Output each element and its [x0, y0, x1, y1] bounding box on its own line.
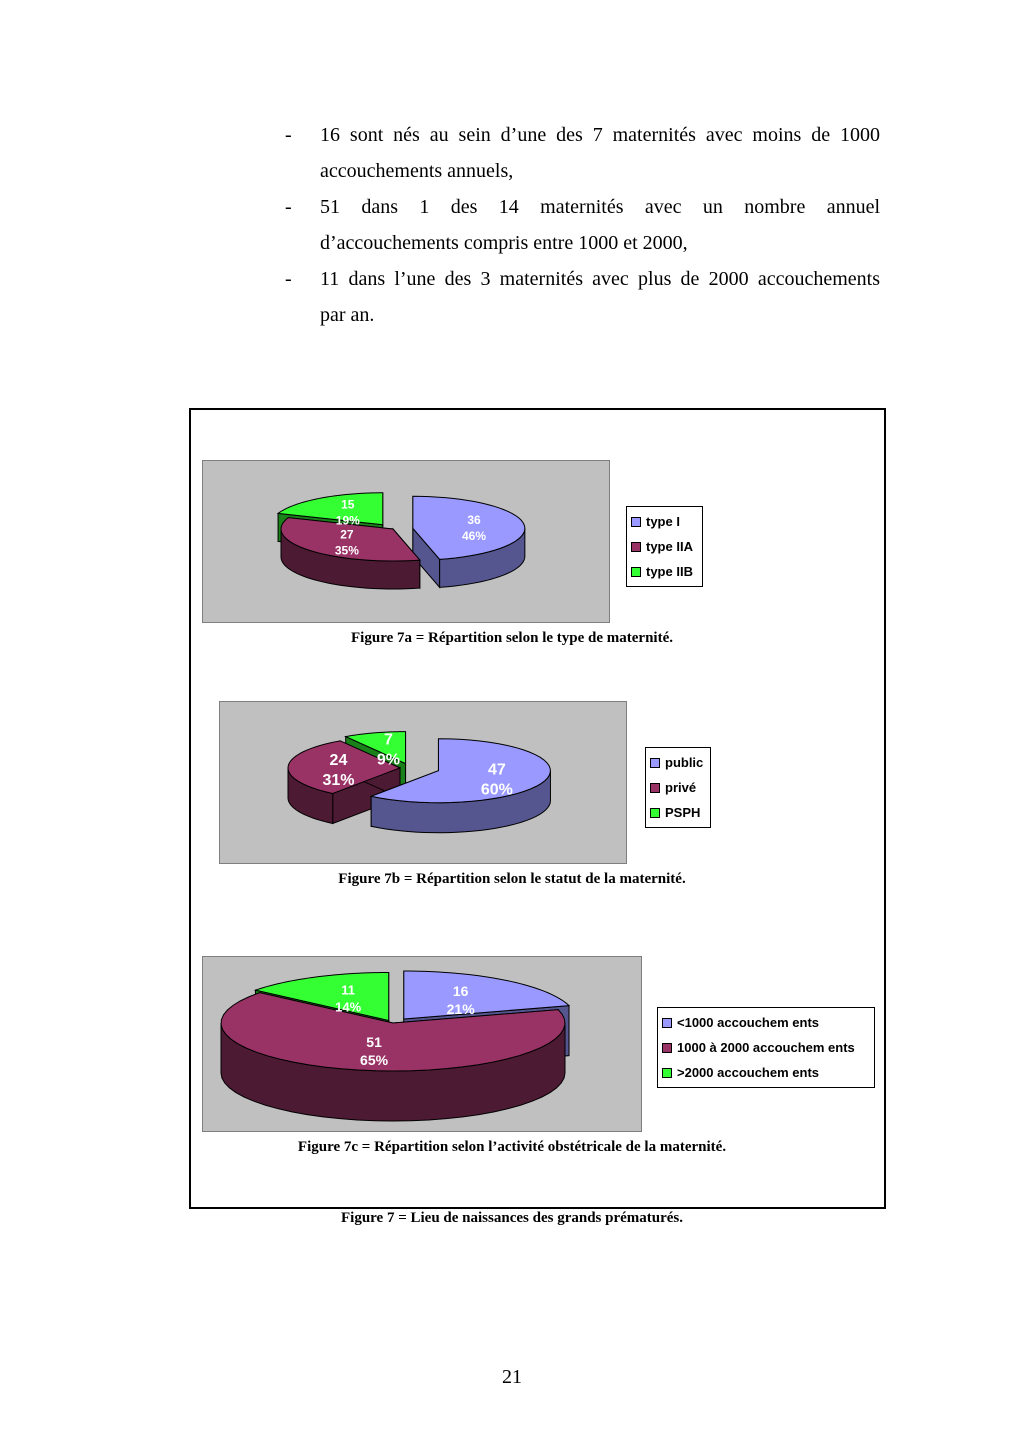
- bullet-dash: -: [285, 196, 292, 218]
- legend-label: >2000 accouchem ents: [677, 1065, 819, 1080]
- legend-label: PSPH: [665, 805, 701, 820]
- legend-label: type I: [646, 514, 680, 529]
- bullet-dash: -: [285, 124, 292, 146]
- bullet-item: [285, 117, 880, 189]
- data-label-value: 11: [341, 982, 356, 998]
- legend-item: [631, 534, 698, 559]
- data-label-value: 16: [452, 982, 469, 999]
- bullet-text: [320, 117, 880, 189]
- legend-item: [650, 775, 706, 800]
- legend-swatch: [662, 1043, 672, 1053]
- data-label-value: 7: [383, 731, 393, 749]
- data-label-percent: 31%: [322, 772, 355, 790]
- bullet-line: 16 sont nés au sein d’une des 7 maternités avec moins de 1000: [320, 124, 880, 146]
- data-label-percent: 14%: [335, 999, 362, 1015]
- chart-7c-legend: [657, 1007, 875, 1088]
- bullet-dash: -: [285, 268, 292, 290]
- bullet-item: [285, 261, 880, 333]
- chart-7c-svg: [203, 957, 641, 1131]
- legend-item: [662, 1010, 870, 1035]
- figure-7b-caption: Figure 7b = Répartition selon le statut de la maternité.: [338, 871, 686, 887]
- bullet-line: 51 dans 1 des 14 maternités avec un nombre annuel: [320, 196, 880, 218]
- legend-label: type IIA: [646, 539, 693, 554]
- legend-item: [650, 800, 706, 825]
- bullet-line: par an.: [320, 304, 375, 326]
- legend-swatch: [650, 783, 660, 793]
- data-label-percent: 65%: [360, 1051, 389, 1068]
- chart-7b-plot-area: [219, 701, 627, 864]
- chart-7b-svg: [220, 702, 626, 863]
- data-label-value: 51: [366, 1033, 382, 1050]
- chart-7a-plot-area: [202, 460, 610, 623]
- figure-7a-caption: Figure 7a = Répartition selon le type de maternité.: [351, 630, 673, 646]
- data-label-value: 36: [467, 513, 481, 528]
- legend-swatch: [650, 808, 660, 818]
- data-label-percent: 60%: [480, 781, 513, 799]
- bullet-item: [285, 189, 880, 261]
- legend-item: [662, 1060, 870, 1085]
- legend-label: 1000 à 2000 accouchem ents: [677, 1040, 855, 1055]
- chart-7a-legend: [626, 506, 703, 587]
- figure-7c-caption: Figure 7c = Répartition selon l’activité obstétricale de la maternité.: [297, 1139, 727, 1155]
- legend-swatch: [631, 517, 641, 527]
- data-label-value: 24: [329, 752, 348, 770]
- legend-item: [650, 750, 706, 775]
- bullet-list: [285, 117, 880, 333]
- chart-7b-legend: [645, 747, 711, 828]
- legend-item: [631, 559, 698, 584]
- legend-label: <1000 accouchem ents: [677, 1015, 819, 1030]
- data-label-percent: 9%: [376, 751, 400, 769]
- legend-item: [662, 1035, 870, 1060]
- legend-swatch: [631, 542, 641, 552]
- legend-item: [631, 509, 698, 534]
- data-label-value: 47: [487, 761, 506, 779]
- bullet-line: 11 dans l’une des 3 maternités avec plus de 2000 accouchements: [320, 268, 880, 290]
- data-label-percent: 46%: [461, 529, 487, 544]
- legend-swatch: [631, 567, 641, 577]
- page-number: 21: [502, 1366, 522, 1388]
- legend-swatch: [650, 758, 660, 768]
- data-label-percent: 19%: [335, 513, 360, 528]
- legend-label: public: [665, 755, 704, 770]
- bullet-text: [320, 261, 880, 333]
- chart-7a-svg: [203, 461, 609, 622]
- bullet-text: [320, 189, 880, 261]
- chart-7c-plot-area: [202, 956, 642, 1132]
- legend-swatch: [662, 1068, 672, 1078]
- data-label-percent: 21%: [446, 1000, 475, 1017]
- bullet-line: d’accouchements compris entre 1000 et 2000,: [320, 232, 688, 254]
- legend-label: type IIB: [646, 564, 693, 579]
- legend-swatch: [662, 1018, 672, 1028]
- legend-label: privé: [665, 780, 697, 795]
- bullet-line: accouchements annuels,: [320, 160, 514, 182]
- data-label-value: 15: [341, 497, 355, 512]
- data-label-value: 27: [340, 527, 354, 542]
- data-label-percent: 35%: [334, 543, 359, 558]
- figure-7-caption: Figure 7 = Lieu de naissances des grands prématurés.: [340, 1210, 684, 1226]
